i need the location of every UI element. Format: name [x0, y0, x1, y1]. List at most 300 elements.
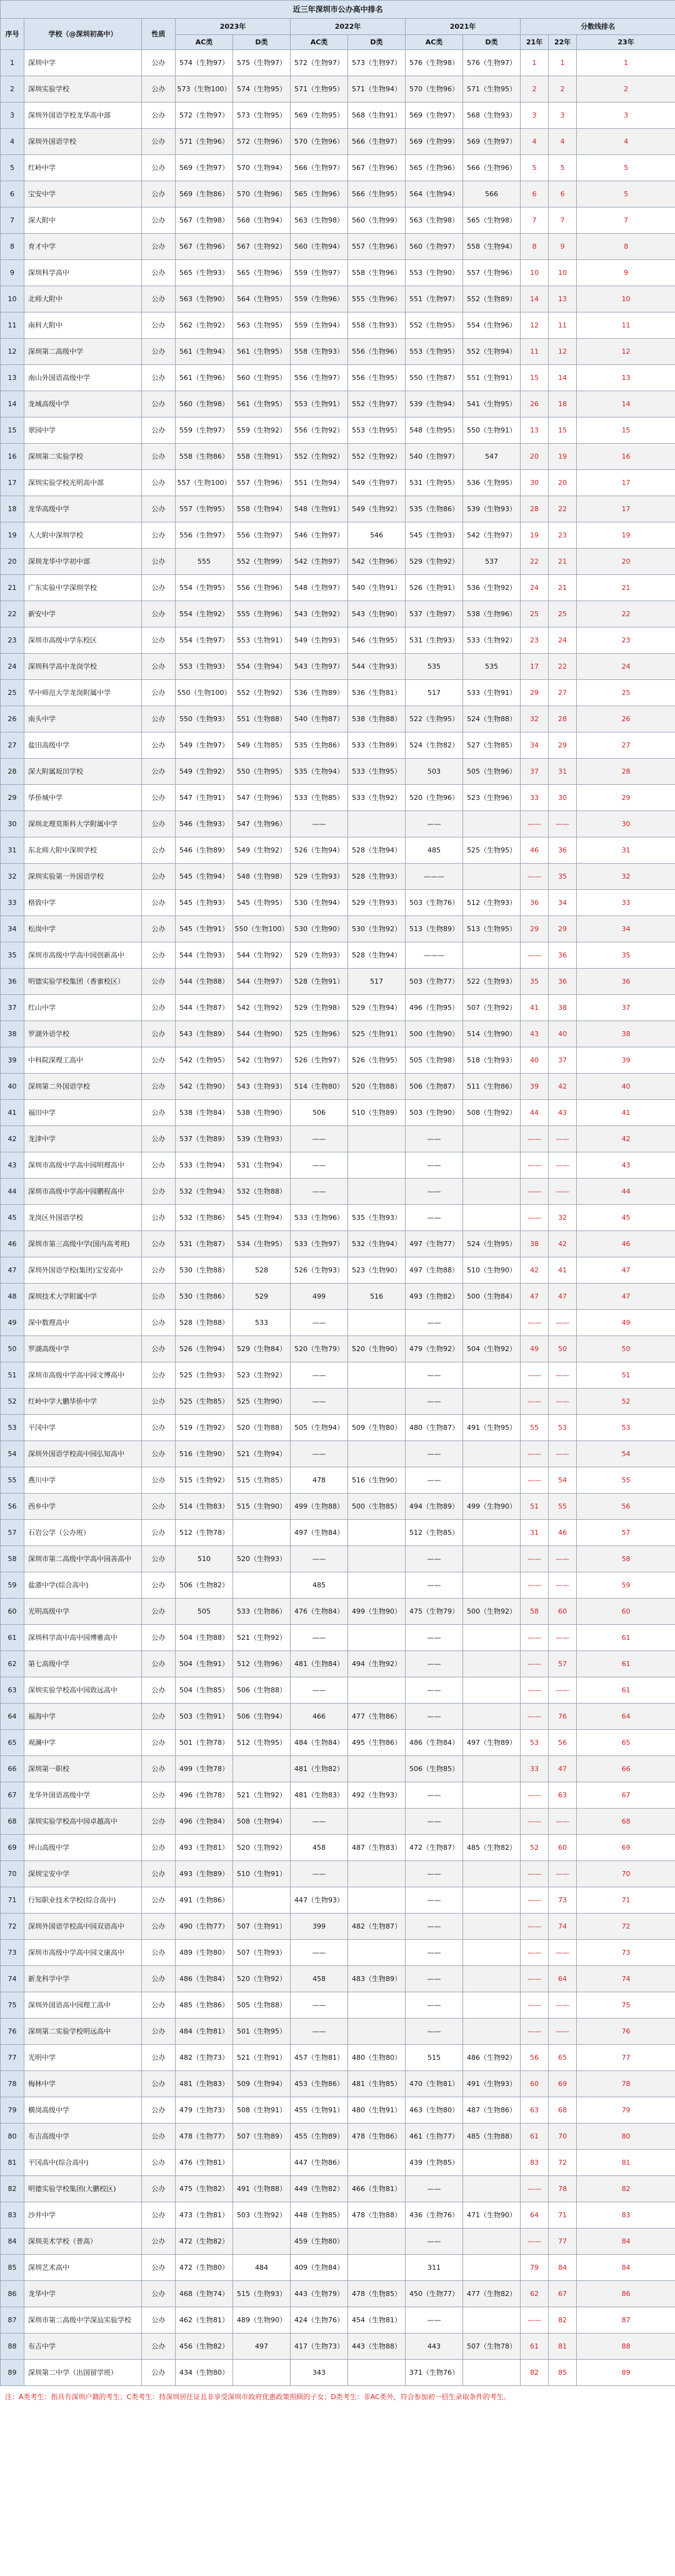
score-2023-ac: 456（生物82）	[176, 2334, 233, 2360]
table-row	[1, 942, 675, 969]
school-name: 深圳市高级中学东校区	[24, 627, 142, 654]
score-2022-d: 528（生物93）	[348, 864, 406, 890]
score-2023-d: 512（生物96）	[233, 1651, 291, 1677]
score-2023-d: 573（生物95）	[233, 102, 291, 129]
score-2023-d: 521（生物92）	[233, 1625, 291, 1651]
score-2023-ac: 549（生物92）	[176, 759, 233, 785]
score-2021-d: 535	[463, 654, 521, 680]
score-2023-ac: 496（生物78）	[176, 1782, 233, 1809]
score-2022-ac: 448（生物85）	[291, 2202, 348, 2229]
rank-21: 82	[521, 2360, 549, 2386]
score-2023-ac: 545（生物91）	[176, 916, 233, 942]
score-2023-ac: 516（生物90）	[176, 1441, 233, 1467]
rank-23: 49	[577, 1310, 675, 1336]
school-name: 北师大附中	[24, 286, 142, 312]
rank-22: 38	[549, 995, 577, 1021]
school-nature: 公办	[142, 1730, 176, 1756]
row-index: 75	[1, 1992, 24, 2019]
score-2022-d: 487（生物83）	[348, 1835, 406, 1861]
school-nature: 公办	[142, 759, 176, 785]
rank-23: 33	[577, 890, 675, 916]
rank-23: 70	[577, 1861, 675, 1887]
table-row	[1, 1966, 675, 1992]
score-2023-ac: 493（生物89）	[176, 1861, 233, 1887]
score-2022-d: 549（生物97）	[348, 470, 406, 496]
score-2022-ac: 530（生物94）	[291, 890, 348, 916]
score-2023-d: 531（生物94）	[233, 1152, 291, 1179]
rank-22: 72	[549, 2150, 577, 2176]
score-2023-ac: 544（生物93）	[176, 942, 233, 969]
school-nature: 公办	[142, 2360, 176, 2386]
rank-23: 5	[577, 181, 675, 207]
score-2023-d: 570（生物94）	[233, 155, 291, 181]
row-index: 77	[1, 2045, 24, 2071]
rank-23: 69	[577, 1835, 675, 1861]
score-2022-d	[348, 1887, 406, 1914]
table-row	[1, 2150, 675, 2176]
score-2023-ac: 563（生物90）	[176, 286, 233, 312]
score-2023-d: 556（生物96）	[233, 575, 291, 601]
score-2022-d: 510（生物89）	[348, 1100, 406, 1126]
score-2022-d: 535（生物93）	[348, 1205, 406, 1231]
score-2022-ac: 453（生物86）	[291, 2071, 348, 2097]
row-index: 82	[1, 2176, 24, 2202]
school-name: 平冈中学	[24, 1415, 142, 1441]
school-nature: 公办	[142, 2176, 176, 2202]
score-2023-ac: 510	[176, 1546, 233, 1572]
score-2021-d	[463, 2019, 521, 2045]
score-2023-d: 549（生物85）	[233, 732, 291, 759]
school-nature: 公办	[142, 417, 176, 444]
score-2023-ac: 546（生物93）	[176, 811, 233, 837]
row-index: 74	[1, 1966, 24, 1992]
table-row	[1, 627, 675, 654]
score-2022-d: 494（生物92）	[348, 1651, 406, 1677]
table-row	[1, 207, 675, 234]
rank-22: ——	[549, 1126, 577, 1152]
score-2022-d: 566（生物97）	[348, 129, 406, 155]
score-2023-ac: 493（生物81）	[176, 1835, 233, 1861]
school-name: 育才中学	[24, 234, 142, 260]
row-index: 46	[1, 1231, 24, 1257]
rank-23: 38	[577, 1021, 675, 1047]
table-row	[1, 286, 675, 312]
rank-22: 71	[549, 2202, 577, 2229]
rank-21: 3	[521, 102, 549, 129]
school-name: 翠园中学	[24, 417, 142, 444]
table-row	[1, 312, 675, 339]
score-2023-ac: 544（生物88）	[176, 969, 233, 995]
school-nature: 公办	[142, 732, 176, 759]
score-2021-d	[463, 2307, 521, 2334]
school-nature: 公办	[142, 522, 176, 549]
rank-23: 28	[577, 759, 675, 785]
table-row	[1, 260, 675, 286]
rank-21: ——	[521, 1809, 549, 1835]
rank-23: 23	[577, 627, 675, 654]
score-2021-ac: 496（生物95）	[406, 995, 463, 1021]
row-index: 32	[1, 864, 24, 890]
school-nature: 公办	[142, 811, 176, 837]
table-row	[1, 234, 675, 260]
header-rank-22: 22年	[549, 35, 577, 50]
score-2021-ac: 551（生物97）	[406, 286, 463, 312]
row-index: 2	[1, 76, 24, 102]
table-row	[1, 1914, 675, 1940]
score-2021-ac: 545（生物93）	[406, 522, 463, 549]
rank-21: 61	[521, 2124, 549, 2150]
school-name: 深圳外国语高中园理工高中	[24, 1992, 142, 2019]
rank-22: 11	[549, 312, 577, 339]
rank-23: 9	[577, 260, 675, 286]
table-row	[1, 181, 675, 207]
school-name: 深圳北理莫斯科大学附属中学	[24, 811, 142, 837]
score-2021-d: 547	[463, 444, 521, 470]
score-2021-d: 557（生物96）	[463, 260, 521, 286]
rank-23: 66	[577, 1756, 675, 1782]
score-2023-d: 549（生物92）	[233, 837, 291, 864]
row-index: 58	[1, 1546, 24, 1572]
school-nature: 公办	[142, 969, 176, 995]
row-index: 36	[1, 969, 24, 995]
score-2023-d: 512（生物95）	[233, 1730, 291, 1756]
school-nature: 公办	[142, 129, 176, 155]
score-2023-d: 491（生物88）	[233, 2176, 291, 2202]
score-2022-ac: ——	[291, 2019, 348, 2045]
score-2023-ac: 525（生物93）	[176, 1362, 233, 1389]
rank-23: 71	[577, 1887, 675, 1914]
score-2023-ac: 512（生物78）	[176, 1520, 233, 1546]
row-index: 51	[1, 1362, 24, 1389]
rank-23: 44	[577, 1179, 675, 1205]
row-index: 76	[1, 2019, 24, 2045]
rank-23: 82	[577, 2176, 675, 2202]
table-row	[1, 1782, 675, 1809]
score-2021-d	[463, 1625, 521, 1651]
score-2023-d: 515（生物93）	[233, 2281, 291, 2307]
school-name: 格致中学	[24, 890, 142, 916]
score-2022-ac: 528（生物91）	[291, 969, 348, 995]
row-index: 9	[1, 260, 24, 286]
score-2022-d: 480（生物80）	[348, 2045, 406, 2071]
row-index: 88	[1, 2334, 24, 2360]
score-2021-ac: 311	[406, 2255, 463, 2281]
rank-22: 29	[549, 916, 577, 942]
school-name: 龙华中学	[24, 2281, 142, 2307]
score-2023-d: 489（生物90）	[233, 2307, 291, 2334]
school-nature: 公办	[142, 1494, 176, 1520]
score-2022-d: 557（生物96）	[348, 234, 406, 260]
rank-23: 79	[577, 2097, 675, 2124]
score-2022-ac: 533（生物97）	[291, 1231, 348, 1257]
score-2023-d	[233, 1572, 291, 1599]
score-2023-ac: 556（生物97）	[176, 522, 233, 549]
score-2023-d: 497	[233, 2334, 291, 2360]
rank-22: ——	[549, 1625, 577, 1651]
score-2022-d: 478（生物86）	[348, 2124, 406, 2150]
score-2021-d	[463, 2360, 521, 2386]
score-2022-d: 483（生物89）	[348, 1966, 406, 1992]
score-2022-ac: 536（生物89）	[291, 680, 348, 706]
school-nature: 公办	[142, 1179, 176, 1205]
row-index: 45	[1, 1205, 24, 1231]
score-2023-ac: 486（生物84）	[176, 1966, 233, 1992]
table-row	[1, 995, 675, 1021]
row-index: 87	[1, 2307, 24, 2334]
row-index: 41	[1, 1100, 24, 1126]
school-name: 深圳龙华中学初中部	[24, 549, 142, 575]
score-2023-d: 558（生物91）	[233, 444, 291, 470]
rank-23: 46	[577, 1231, 675, 1257]
school-name: 松岗中学	[24, 916, 142, 942]
header-rank-23: 23年	[577, 35, 675, 50]
score-2022-d: 509（生物80）	[348, 1415, 406, 1441]
row-index: 89	[1, 2360, 24, 2386]
rank-21: 61	[521, 2334, 549, 2360]
score-2023-ac: 562（生物92）	[176, 312, 233, 339]
school-name: 布吉中学	[24, 2334, 142, 2360]
school-nature: 公办	[142, 76, 176, 102]
school-name: 燕川中学	[24, 1467, 142, 1494]
score-2022-ac: 526（生物93）	[291, 1257, 348, 1284]
school-name: 深圳实验学校光明高中部	[24, 470, 142, 496]
rank-23: 56	[577, 1494, 675, 1520]
score-2022-ac: 466	[291, 1704, 348, 1730]
school-nature: 公办	[142, 1441, 176, 1467]
school-name: 深中数理高中	[24, 1310, 142, 1336]
rank-23: 27	[577, 732, 675, 759]
table-row	[1, 2202, 675, 2229]
rank-21: 83	[521, 2150, 549, 2176]
score-2023-d: 507（生物89）	[233, 2124, 291, 2150]
school-name: 龙城高级中学	[24, 391, 142, 417]
rank-22: 41	[549, 1257, 577, 1284]
score-2021-ac: ——	[406, 2229, 463, 2255]
table-row	[1, 1625, 675, 1651]
score-2021-ac: 439（生物85）	[406, 2150, 463, 2176]
rank-22: 43	[549, 1100, 577, 1126]
school-name: 罗湖外语学校	[24, 1021, 142, 1047]
rank-22: 78	[549, 2176, 577, 2202]
score-2021-ac: 526（生物91）	[406, 575, 463, 601]
rank-23: 1	[577, 50, 675, 76]
score-2021-d: 514（生物90）	[463, 1021, 521, 1047]
row-index: 8	[1, 234, 24, 260]
row-index: 10	[1, 286, 24, 312]
table-row	[1, 2255, 675, 2281]
rank-21: 10	[521, 260, 549, 286]
score-2022-ac: 553（生物91）	[291, 391, 348, 417]
rank-21: 31	[521, 1520, 549, 1546]
row-index: 56	[1, 1494, 24, 1520]
score-2023-d: 520（生物92）	[233, 1835, 291, 1861]
score-2023-d: 523（生物92）	[233, 1362, 291, 1389]
score-2022-ac: 566（生物97）	[291, 155, 348, 181]
table-row	[1, 1940, 675, 1966]
rank-23: 83	[577, 2202, 675, 2229]
school-name: 深圳第二外国语学校	[24, 1074, 142, 1100]
score-2022-d: 529（生物93）	[348, 890, 406, 916]
score-2022-ac: 529（生物93）	[291, 942, 348, 969]
rank-21: 28	[521, 496, 549, 522]
school-nature: 公办	[142, 1677, 176, 1704]
score-2023-ac: 504（生物85）	[176, 1677, 233, 1704]
header-year-2022: 2022年	[291, 19, 406, 35]
score-2021-d	[463, 811, 521, 837]
table-row	[1, 706, 675, 732]
score-2021-ac: 564（生物94）	[406, 181, 463, 207]
table-row	[1, 969, 675, 995]
school-nature: 公办	[142, 2281, 176, 2307]
school-name: 盐田高级中学	[24, 732, 142, 759]
rank-22: 53	[549, 1415, 577, 1441]
rank-21: 25	[521, 601, 549, 627]
row-index: 12	[1, 339, 24, 365]
rank-21: 33	[521, 1756, 549, 1782]
score-2022-ac: 499（生物88）	[291, 1494, 348, 1520]
school-name: 红岭中学	[24, 155, 142, 181]
school-nature: 公办	[142, 706, 176, 732]
rank-22: 21	[549, 575, 577, 601]
score-2022-ac: 548（生物91）	[291, 496, 348, 522]
rank-23: 61	[577, 1625, 675, 1651]
table-row	[1, 1572, 675, 1599]
table-row	[1, 444, 675, 470]
school-name: 深圳艺术高中	[24, 2255, 142, 2281]
rank-23: 47	[577, 1284, 675, 1310]
score-2021-ac: 550（生物87）	[406, 365, 463, 391]
rank-22: 36	[549, 969, 577, 995]
table-row	[1, 1730, 675, 1756]
row-index: 83	[1, 2202, 24, 2229]
score-2022-d: 495（生物86）	[348, 1730, 406, 1756]
rank-21: 33	[521, 785, 549, 811]
table-row	[1, 1257, 675, 1284]
table-row	[1, 1599, 675, 1625]
score-2022-ac: 505（生物94）	[291, 1415, 348, 1441]
rank-21: 26	[521, 391, 549, 417]
school-nature: 公办	[142, 1704, 176, 1730]
score-2022-ac: 449（生物82）	[291, 2176, 348, 2202]
score-2022-ac: 520（生物79）	[291, 1336, 348, 1362]
school-nature: 公办	[142, 549, 176, 575]
rank-22: 28	[549, 706, 577, 732]
score-2022-ac: 560（生物94）	[291, 234, 348, 260]
table-row	[1, 522, 675, 549]
row-index: 3	[1, 102, 24, 129]
school-nature: 公办	[142, 2255, 176, 2281]
score-2022-ac: 499	[291, 1284, 348, 1310]
score-2021-d	[463, 1572, 521, 1599]
rank-21: 20	[521, 444, 549, 470]
score-2021-ac: 485	[406, 837, 463, 864]
score-2021-d	[463, 1651, 521, 1677]
score-2021-ac: 552（生物95）	[406, 312, 463, 339]
score-2023-ac: 538（生物84）	[176, 1100, 233, 1126]
score-2021-ac: ——	[406, 1940, 463, 1966]
school-name: 石岩公学（公办班）	[24, 1520, 142, 1546]
school-name: 布吉高级中学	[24, 2124, 142, 2150]
score-2022-d	[348, 1992, 406, 2019]
rank-21: ——	[521, 1677, 549, 1704]
table-row	[1, 916, 675, 942]
score-2021-ac: ———	[406, 942, 463, 969]
header-2023-ac: AC类	[176, 35, 233, 50]
score-2021-d	[463, 1179, 521, 1205]
table-row	[1, 1861, 675, 1887]
row-index: 28	[1, 759, 24, 785]
school-nature: 公办	[142, 1546, 176, 1572]
rank-22: 63	[549, 1782, 577, 1809]
score-2023-d: 544（生物92）	[233, 942, 291, 969]
rank-21: ——	[521, 2176, 549, 2202]
table-row	[1, 2281, 675, 2307]
school-name: 华侨城中学	[24, 785, 142, 811]
rank-22: ——	[549, 1861, 577, 1887]
score-2021-d: 525（生物95）	[463, 837, 521, 864]
table-row	[1, 391, 675, 417]
rank-23: 8	[577, 234, 675, 260]
score-2021-ac: 497（生物77）	[406, 1231, 463, 1257]
school-nature: 公办	[142, 1257, 176, 1284]
score-2022-ac: ——	[291, 1362, 348, 1389]
score-2023-d: 545（生物94）	[233, 1205, 291, 1231]
score-2021-ac: ——	[406, 1809, 463, 1835]
row-index: 57	[1, 1520, 24, 1546]
score-2021-d: 523（生物96）	[463, 785, 521, 811]
school-name: 南头中学	[24, 706, 142, 732]
score-2022-ac: ——	[291, 1677, 348, 1704]
score-2021-d: 552（生物89）	[463, 286, 521, 312]
table-row	[1, 129, 675, 155]
table-row	[1, 1389, 675, 1415]
rank-21: 79	[521, 2255, 549, 2281]
school-name: 深圳科学高中龙岗学校	[24, 654, 142, 680]
rank-21: 30	[521, 470, 549, 496]
score-2022-ac: 558（生物93）	[291, 339, 348, 365]
score-2022-d: 533（生物92）	[348, 785, 406, 811]
row-index: 1	[1, 50, 24, 76]
score-2021-d: 477（生物82）	[463, 2281, 521, 2307]
rank-22: 60	[549, 1599, 577, 1625]
table-row	[1, 2176, 675, 2202]
score-2022-ac: 455（生物89）	[291, 2124, 348, 2150]
rank-22: 9	[549, 234, 577, 260]
rank-23: 64	[577, 1704, 675, 1730]
score-2021-d: 485（生物88）	[463, 2124, 521, 2150]
table-row	[1, 1494, 675, 1520]
school-name: 华中师范大学龙岗附属中学	[24, 680, 142, 706]
rank-22: 36	[549, 942, 577, 969]
score-2021-d: 541（生物95）	[463, 391, 521, 417]
table-row	[1, 1415, 675, 1441]
score-2023-d: 561（生物95）	[233, 339, 291, 365]
score-2022-ac: 409（生物84）	[291, 2255, 348, 2281]
score-2022-ac: 530（生物90）	[291, 916, 348, 942]
rank-23: 10	[577, 286, 675, 312]
score-2023-ac: 476（生物81）	[176, 2150, 233, 2176]
rank-21: 24	[521, 575, 549, 601]
score-2023-ac: 485（生物86）	[176, 1992, 233, 2019]
score-2021-ac: ——	[406, 1572, 463, 1599]
header-2022-d: D类	[348, 35, 406, 50]
score-2023-d: 539（生物93）	[233, 1126, 291, 1152]
row-index: 17	[1, 470, 24, 496]
score-2022-ac: ——	[291, 1809, 348, 1835]
rank-22: 35	[549, 864, 577, 890]
school-nature: 公办	[142, 1599, 176, 1625]
school-nature: 公办	[142, 627, 176, 654]
